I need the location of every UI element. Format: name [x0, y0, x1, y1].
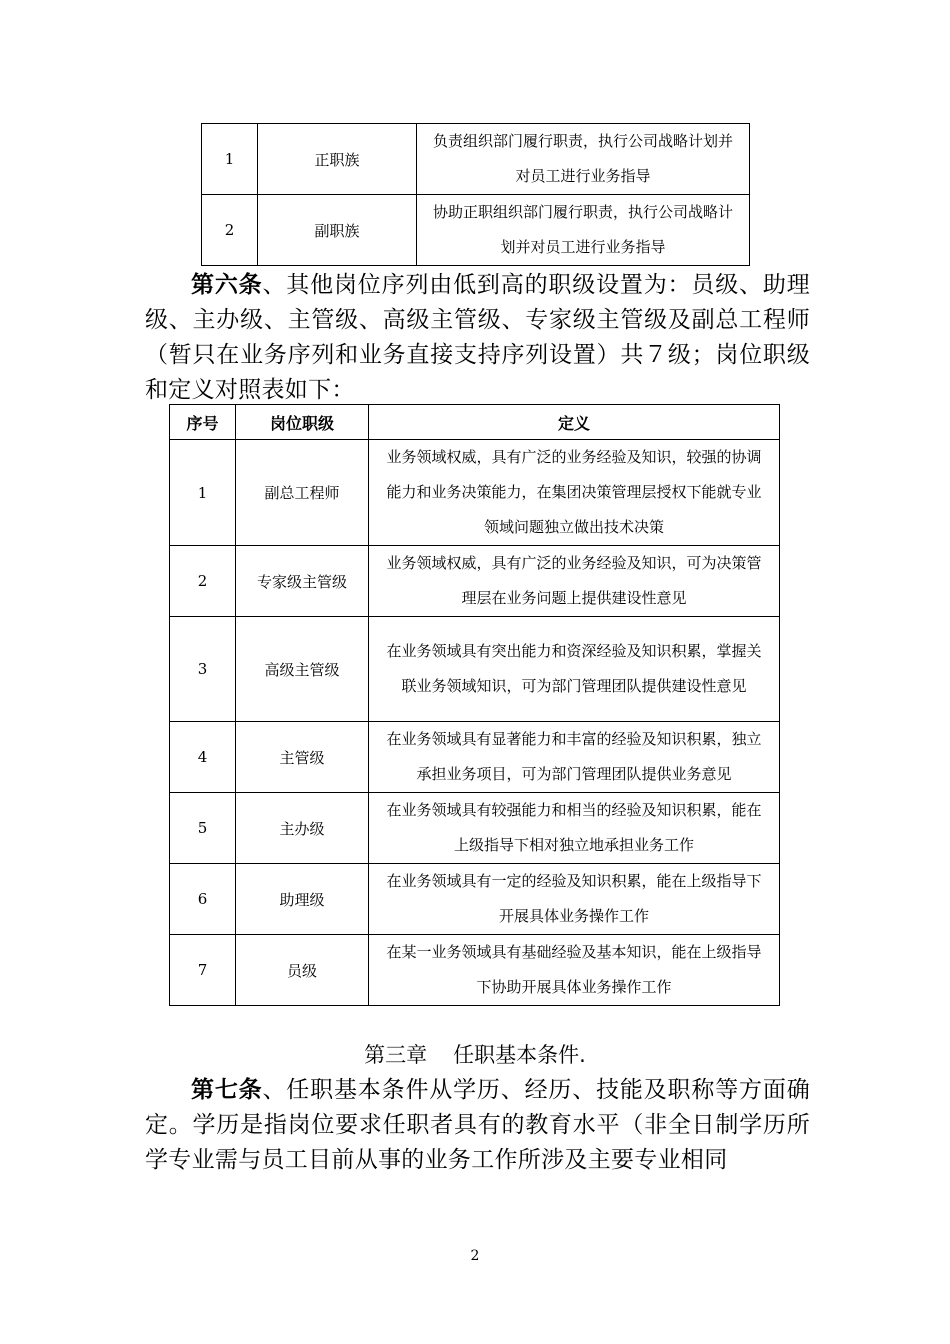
table-row: [202, 195, 750, 266]
level-definition: 业务领域权威，具有广泛的业务经验及知识，较强的协调能力和业务决策能力，在集团决策管理层授权下能就专业领域问题独立做出技术决策: [369, 440, 780, 546]
row-number: 4: [170, 722, 236, 793]
chapter-title: 任职基本条件.: [453, 1043, 586, 1067]
article-7-heading: 第七条: [191, 1077, 263, 1103]
job-family: 正职族: [258, 124, 417, 195]
job-family-definition: 负责组织部门履行职责，执行公司战略计划并对员工进行业务指导: [417, 124, 750, 195]
article-7-paragraph: [145, 1073, 810, 1178]
job-family: 副职族: [258, 195, 417, 266]
article-7-text: 、任职基本条件从学历、经历、技能及职称等方面确定。学历是指岗位要求任职者具有的教育水平（非全日制学历所学专业需与员工目前从事的业务工作所涉及主要专业相同: [145, 1077, 810, 1173]
position-level: 员级: [236, 935, 369, 1006]
row-number: 5: [170, 793, 236, 864]
position-level: 助理级: [236, 864, 369, 935]
article-6-text: 、其他岗位序列由低到高的职级设置为：员级、助理级、主办级、主管级、高级主管级、专家级主管级及副总工程师（暂只在业务序列和业务直接支持序列设置）共７级；岗位职级和定义对照表如下：: [145, 272, 810, 403]
row-number: 1: [170, 440, 236, 546]
table-row: [170, 793, 780, 864]
position-level: 主管级: [236, 722, 369, 793]
position-level: 高级主管级: [236, 617, 369, 722]
table-row: [170, 546, 780, 617]
table-row: [170, 617, 780, 722]
header-level: 岗位职级: [236, 405, 369, 440]
position-level: 副总工程师: [236, 440, 369, 546]
table-row: [170, 722, 780, 793]
position-level: 专家级主管级: [236, 546, 369, 617]
header-definition: 定义: [369, 405, 780, 440]
article-6-heading: 第六条: [191, 272, 263, 298]
level-definition: 在业务领域具有较强能力和相当的经验及知识积累，能在上级指导下相对独立地承担业务工作: [369, 793, 780, 864]
level-definition: 在业务领域具有显著能力和丰富的经验及知识积累，独立承担业务项目，可为部门管理团队提供业务意见: [369, 722, 780, 793]
chapter-number: 第三章: [364, 1043, 428, 1067]
table-row: [170, 864, 780, 935]
level-definition: 在业务领域具有一定的经验及知识积累，能在上级指导下开展具体业务操作工作: [369, 864, 780, 935]
position-level: 主办级: [236, 793, 369, 864]
job-family-table: [201, 123, 750, 266]
table-header-row: [170, 405, 780, 440]
header-number: 序号: [170, 405, 236, 440]
row-number: 7: [170, 935, 236, 1006]
row-number: 6: [170, 864, 236, 935]
position-level-table: [169, 404, 780, 1006]
row-number: 1: [202, 124, 258, 195]
level-definition: 业务领域权威，具有广泛的业务经验及知识，可为决策管理层在业务问题上提供建设性意见: [369, 546, 780, 617]
job-family-definition: 协助正职组织部门履行职责，执行公司战略计划并对员工进行业务指导: [417, 195, 750, 266]
chapter-heading: [0, 1040, 950, 1070]
level-definition: 在业务领域具有突出能力和资深经验及知识积累，掌握关联业务领域知识，可为部门管理团队提供建设性意见: [369, 617, 780, 722]
row-number: 2: [202, 195, 258, 266]
table-row: [170, 440, 780, 546]
article-6-paragraph: [145, 268, 810, 408]
page-number: 2: [470, 1248, 480, 1264]
row-number: 2: [170, 546, 236, 617]
row-number: 3: [170, 617, 236, 722]
table-row: [202, 124, 750, 195]
table-row: [170, 935, 780, 1006]
level-definition: 在某一业务领域具有基础经验及基本知识，能在上级指导下协助开展具体业务操作工作: [369, 935, 780, 1006]
